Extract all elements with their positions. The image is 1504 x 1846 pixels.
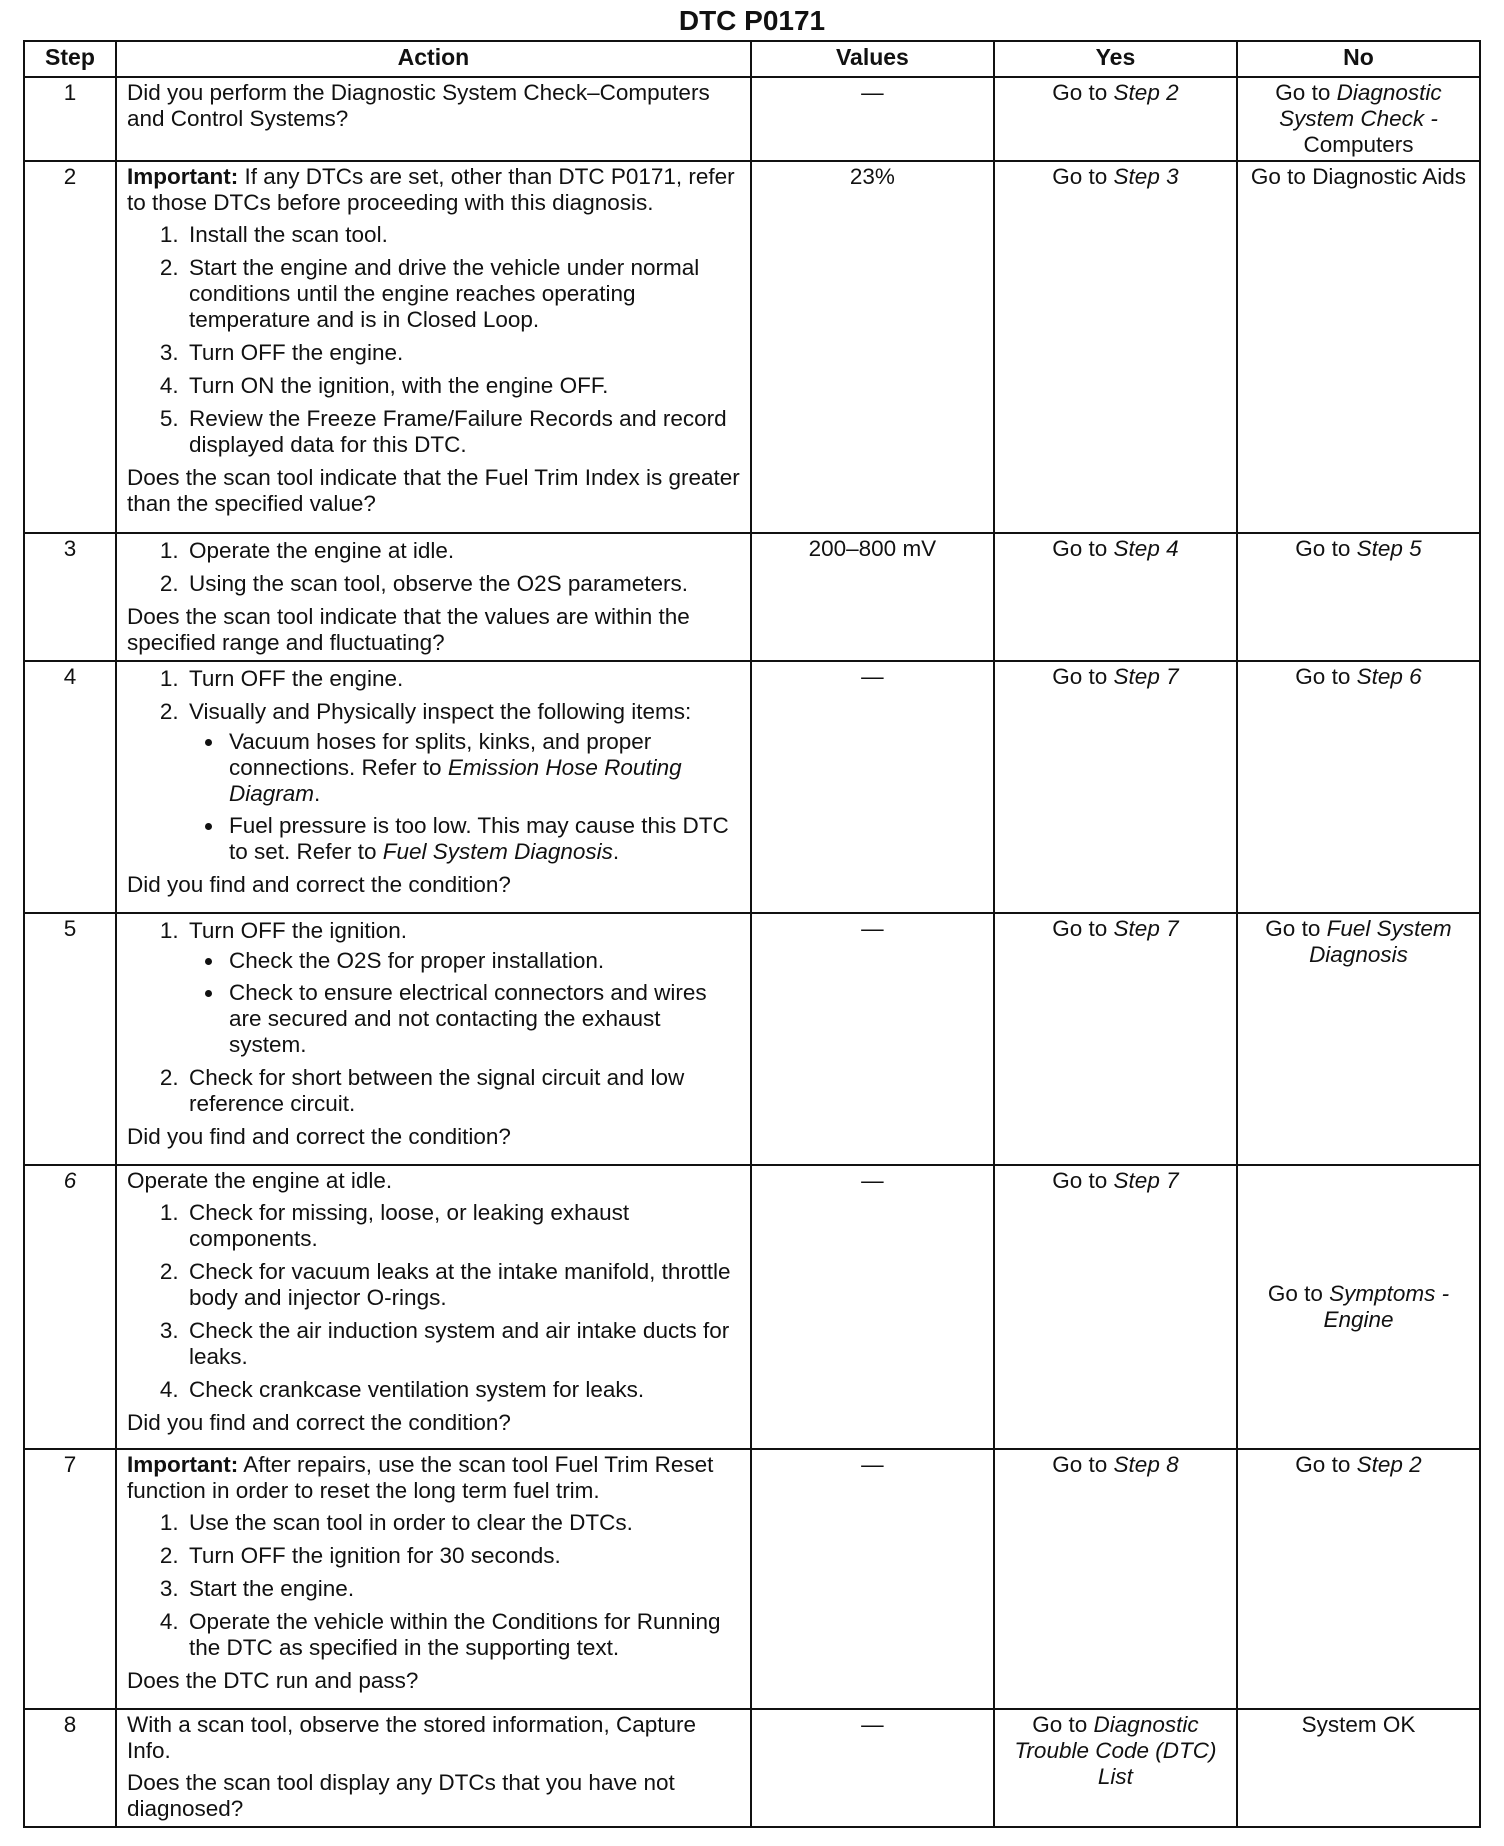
important-note: Important: If any DTCs are set, other than DTC P0171, refer to those DTCs before proceeding with this diagnosis. xyxy=(126,164,735,215)
no-cell: Go to Diagnostic Aids xyxy=(1237,161,1480,533)
values-cell: — xyxy=(751,913,994,1165)
important-note: Important: After repairs, use the scan tool Fuel Trim Reset function in order to reset the long term fuel trim. xyxy=(126,1452,714,1503)
action-intro: Operate the engine at idle. xyxy=(126,1168,393,1193)
table-header-row xyxy=(24,41,1480,77)
bullet-item: • Fuel pressure is too low. This may cause this DTC to set. Refer to Fuel System Diagnosis. xyxy=(225,813,740,865)
bullet-item: • Check to ensure electrical connectors and wires are secured and not contacting the exhaust system. xyxy=(225,980,740,1058)
no-cell: Go to Symptoms - Engine xyxy=(1237,1165,1480,1449)
action-cell xyxy=(116,1709,751,1827)
action-question: Does the scan tool indicate that the values are within the specified range and fluctuating? xyxy=(126,604,690,655)
step-number: 7 xyxy=(24,1449,116,1709)
action-list xyxy=(127,1510,740,1661)
table-row xyxy=(24,1709,1480,1827)
action-cell xyxy=(116,533,751,661)
yes-cell: Go to Step 3 xyxy=(994,161,1237,533)
no-cell: Go to Step 5 xyxy=(1237,533,1480,661)
action-cell xyxy=(116,661,751,913)
step-number: 5 xyxy=(24,913,116,1165)
list-item: 1. Turn OFF the ignition. • Check the O2S for proper installation. • Check to ensure electrical connectors and wires are secured and not contacting the exhaust system. xyxy=(185,918,740,1058)
values-cell: — xyxy=(751,1449,994,1709)
list-item: 5. Review the Freeze Frame/Failure Records and record displayed data for this DTC. xyxy=(185,406,740,458)
action-cell xyxy=(116,77,751,161)
list-item: 1. Operate the engine at idle. xyxy=(185,538,740,564)
step-number: 1 xyxy=(24,77,116,161)
action-cell xyxy=(116,913,751,1165)
action-question: Does the DTC run and pass? xyxy=(126,1668,419,1693)
list-item: 1. Install the scan tool. xyxy=(185,222,740,248)
action-question: Did you find and correct the condition? xyxy=(126,1410,511,1435)
values-cell: 200–800 mV xyxy=(751,533,994,661)
list-item: 3. Turn OFF the engine. xyxy=(185,340,740,366)
header-no: No xyxy=(1237,41,1480,77)
yes-cell: Go to Step 2 xyxy=(994,77,1237,161)
action-list xyxy=(127,1200,740,1403)
action-question: Does the scan tool display any DTCs that you have not diagnosed? xyxy=(126,1770,675,1821)
yes-cell: Go to Diagnostic Trouble Code (DTC) List xyxy=(994,1709,1237,1827)
list-item: 2. Using the scan tool, observe the O2S parameters. xyxy=(185,571,740,597)
list-item: 2. Visually and Physically inspect the following items: • Vacuum hoses for splits, kinks, and proper connections. Refer to Emission Hose Routing Diagram. • Fuel pressure is too low. This may cause this DTC to set. Refer to Fuel System Diagnosis. xyxy=(185,699,740,865)
table-row xyxy=(24,913,1480,1165)
yes-cell: Go to Step 7 xyxy=(994,913,1237,1165)
list-item: 1. Use the scan tool in order to clear the DTCs. xyxy=(185,1510,740,1536)
header-step: Step xyxy=(24,41,116,77)
yes-cell: Go to Step 8 xyxy=(994,1449,1237,1709)
list-item: 2. Turn OFF the ignition for 30 seconds. xyxy=(185,1543,740,1569)
list-item: 3. Check the air induction system and air intake ducts for leaks. xyxy=(185,1318,740,1370)
table-row xyxy=(24,661,1480,913)
list-item: 1. Turn OFF the engine. xyxy=(185,666,740,692)
no-cell: Go to Step 2 xyxy=(1237,1449,1480,1709)
yes-cell: Go to Step 7 xyxy=(994,1165,1237,1449)
header-yes: Yes xyxy=(994,41,1237,77)
list-item: 2. Check for short between the signal circuit and low reference circuit. xyxy=(185,1065,740,1117)
action-question: Did you find and correct the condition? xyxy=(126,872,511,897)
bullet-item: • Vacuum hoses for splits, kinks, and proper connections. Refer to Emission Hose Routing Diagram. xyxy=(225,729,740,807)
step-number: 8 xyxy=(24,1709,116,1827)
step-number: 6 xyxy=(24,1165,116,1449)
table-row xyxy=(24,1449,1480,1709)
table-row xyxy=(24,1165,1480,1449)
list-item: 2. Start the engine and drive the vehicle under normal conditions until the engine reaches operating temperature and is in Closed Loop. xyxy=(185,255,740,333)
values-cell: — xyxy=(751,77,994,161)
bullet-item: • Check the O2S for proper installation. xyxy=(225,948,740,974)
action-list xyxy=(127,666,740,865)
action-cell xyxy=(116,1449,751,1709)
list-item: 3. Start the engine. xyxy=(185,1576,740,1602)
action-list xyxy=(127,538,740,597)
page-title: DTC P0171 xyxy=(678,5,826,36)
action-cell xyxy=(116,161,751,533)
yes-cell: Go to Step 4 xyxy=(994,533,1237,661)
list-item: 2. Check for vacuum leaks at the intake manifold, throttle body and injector O-rings. xyxy=(185,1259,740,1311)
no-cell: Go to Step 6 xyxy=(1237,661,1480,913)
header-action: Action xyxy=(116,41,751,77)
yes-cell: Go to Step 7 xyxy=(994,661,1237,913)
action-question: Does the scan tool indicate that the Fuel Trim Index is greater than the specified value? xyxy=(126,465,740,516)
bullet-list xyxy=(189,948,740,1058)
table-row xyxy=(24,161,1480,533)
values-cell: — xyxy=(751,1165,994,1449)
table-row xyxy=(24,533,1480,661)
no-cell: Go to Diagnostic System Check - Computers xyxy=(1237,77,1480,161)
list-item: 4. Operate the vehicle within the Conditions for Running the DTC as specified in the supporting text. xyxy=(185,1609,740,1661)
step-number: 3 xyxy=(24,533,116,661)
values-cell: 23% xyxy=(751,161,994,533)
no-cell: System OK xyxy=(1237,1709,1480,1827)
dtc-table xyxy=(23,40,1481,1828)
action-question: Did you find and correct the condition? xyxy=(126,1124,511,1149)
values-cell: — xyxy=(751,661,994,913)
list-item: 1. Check for missing, loose, or leaking exhaust components. xyxy=(185,1200,740,1252)
table-row xyxy=(24,77,1480,161)
action-list xyxy=(127,918,740,1117)
action-question: Did you perform the Diagnostic System Check–Computers and Control Systems? xyxy=(126,80,710,131)
action-cell xyxy=(116,1165,751,1449)
action-intro: With a scan tool, observe the stored information, Capture Info. xyxy=(126,1712,696,1763)
no-cell: Go to Fuel System Diagnosis xyxy=(1237,913,1480,1165)
step-number: 4 xyxy=(24,661,116,913)
action-list xyxy=(127,222,740,458)
bullet-list xyxy=(189,729,740,865)
header-values: Values xyxy=(751,41,994,77)
list-item: 4. Check crankcase ventilation system for leaks. xyxy=(185,1377,740,1403)
values-cell: — xyxy=(751,1709,994,1827)
step-number: 2 xyxy=(24,161,116,533)
list-item: 4. Turn ON the ignition, with the engine OFF. xyxy=(185,373,740,399)
